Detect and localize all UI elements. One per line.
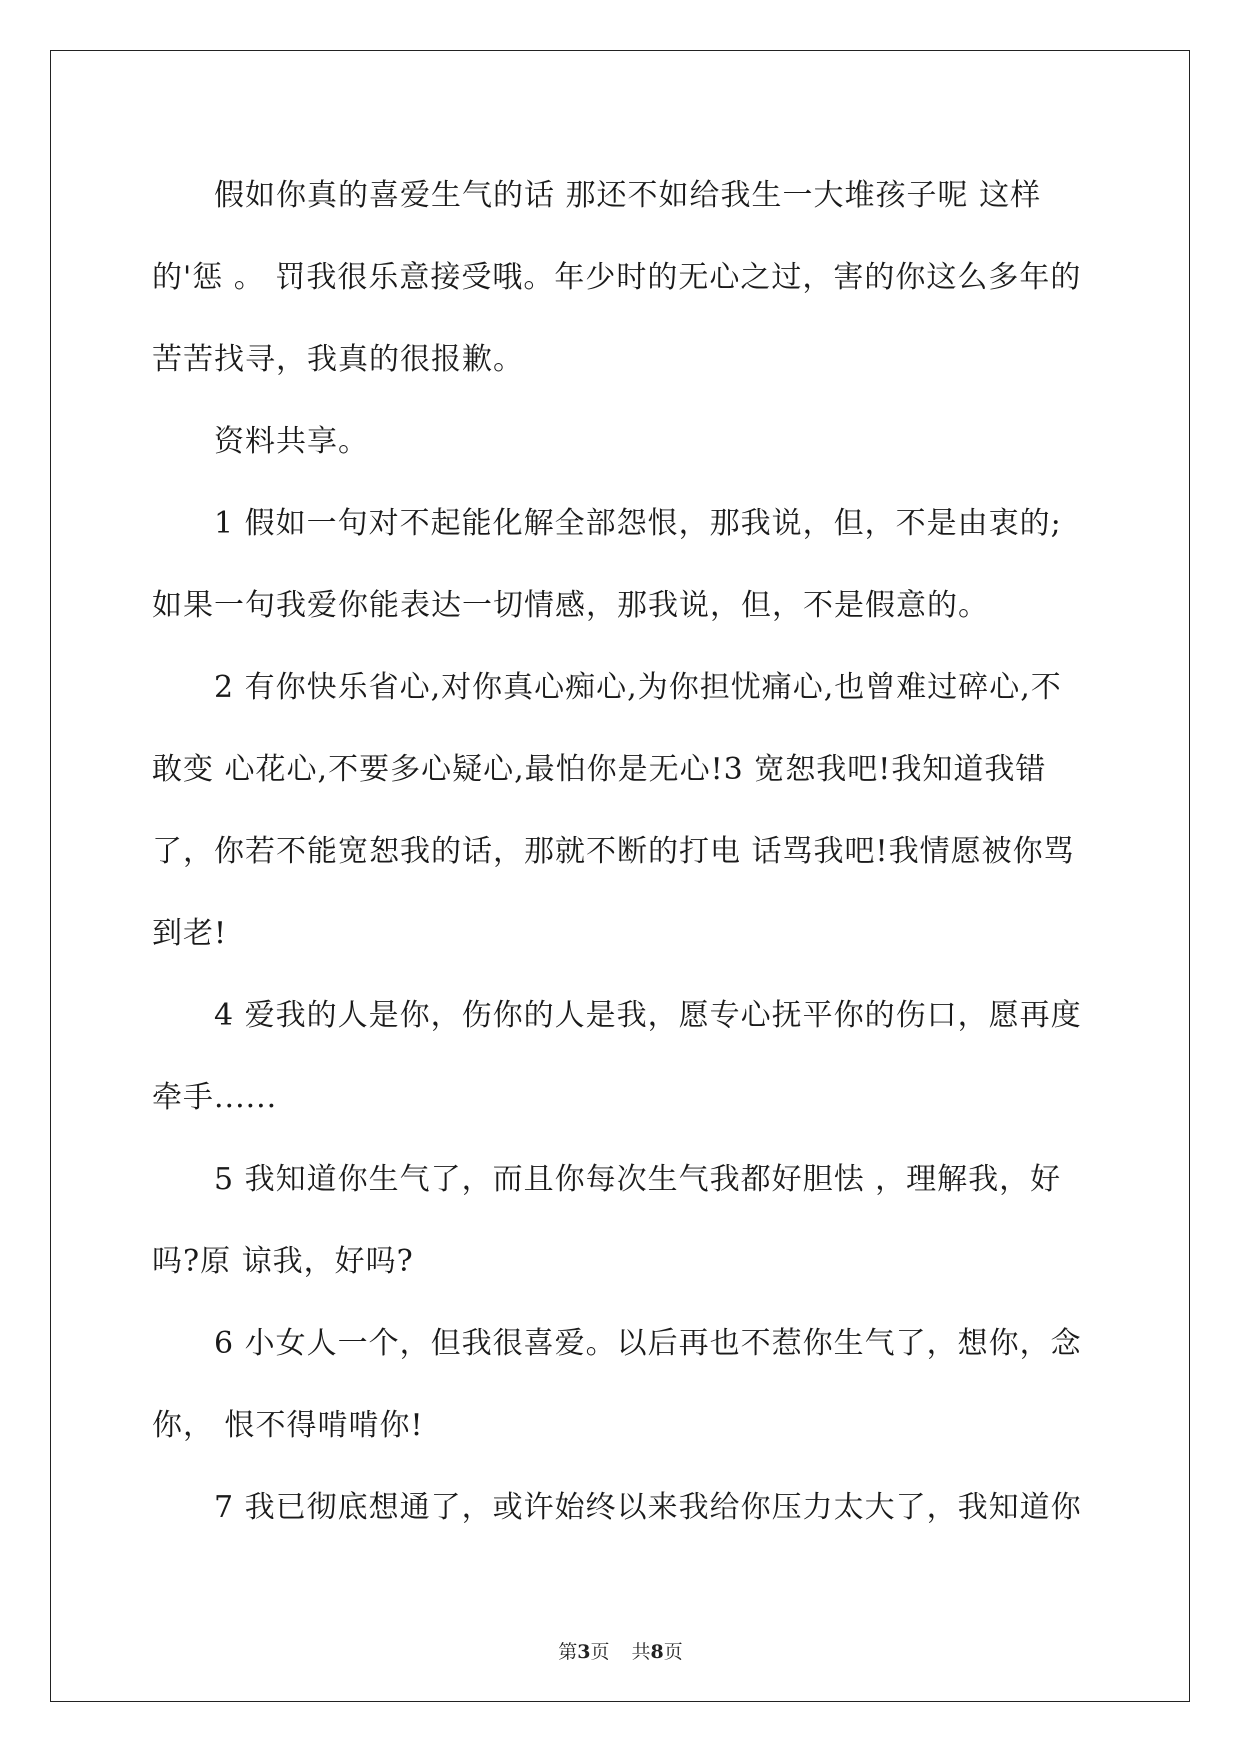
page-total-suffix: 页 xyxy=(663,1641,683,1663)
page-number-prefix: 第 xyxy=(558,1641,578,1663)
paragraph: 4 爱我的人是你，伤你的人是我，愿专心抚平你的伤口，愿再度牵手...... xyxy=(152,998,1082,1115)
document-body xyxy=(152,155,1092,1549)
page-number-suffix: 页 xyxy=(590,1641,610,1663)
paragraph: 1 假如一句对不起能化解全部怨恨，那我说，但，不是由衷的;如果一句我爱你能表达一切情感，那我说，但，不是假意的。 xyxy=(152,506,1062,623)
paragraph: 假如你真的喜爱生气的话 那还不如给我生一大堆孩子呢 这样的'惩 。 罚我很乐意接受哦。年少时的无心之过，害的你这么多年的苦苦找寻，我真的很报歉。 xyxy=(152,178,1082,377)
page-total-prefix: 共 xyxy=(631,1641,651,1663)
paragraph: 7 我已彻底想通了，或许始终以来我给你压力太大了，我知道你 xyxy=(214,1490,1082,1525)
paragraph: 2 有你快乐省心,对你真心痴心,为你担忧痛心,也曾难过碎心,不敢变 心花心,不要多心疑心,最怕你是无心!3 宽恕我吧!我知道我错了，你若不能宽恕我的话，那就不断的打电 话骂我吧!我情愿被你骂到老! xyxy=(152,670,1075,951)
paragraph: 资料共享。 xyxy=(214,424,369,459)
page-total: 8 xyxy=(650,1641,664,1663)
page-footer xyxy=(0,1637,1241,1664)
paragraph: 6 小女人一个，但我很喜爱。以后再也不惹你生气了，想你，念你， 恨不得啃啃你! xyxy=(152,1326,1082,1443)
page-number-current: 3 xyxy=(577,1641,591,1663)
paragraph: 5 我知道你生气了，而且你每次生气我都好胆怯 ，理解我，好吗?原 谅我，好吗? xyxy=(152,1162,1062,1279)
